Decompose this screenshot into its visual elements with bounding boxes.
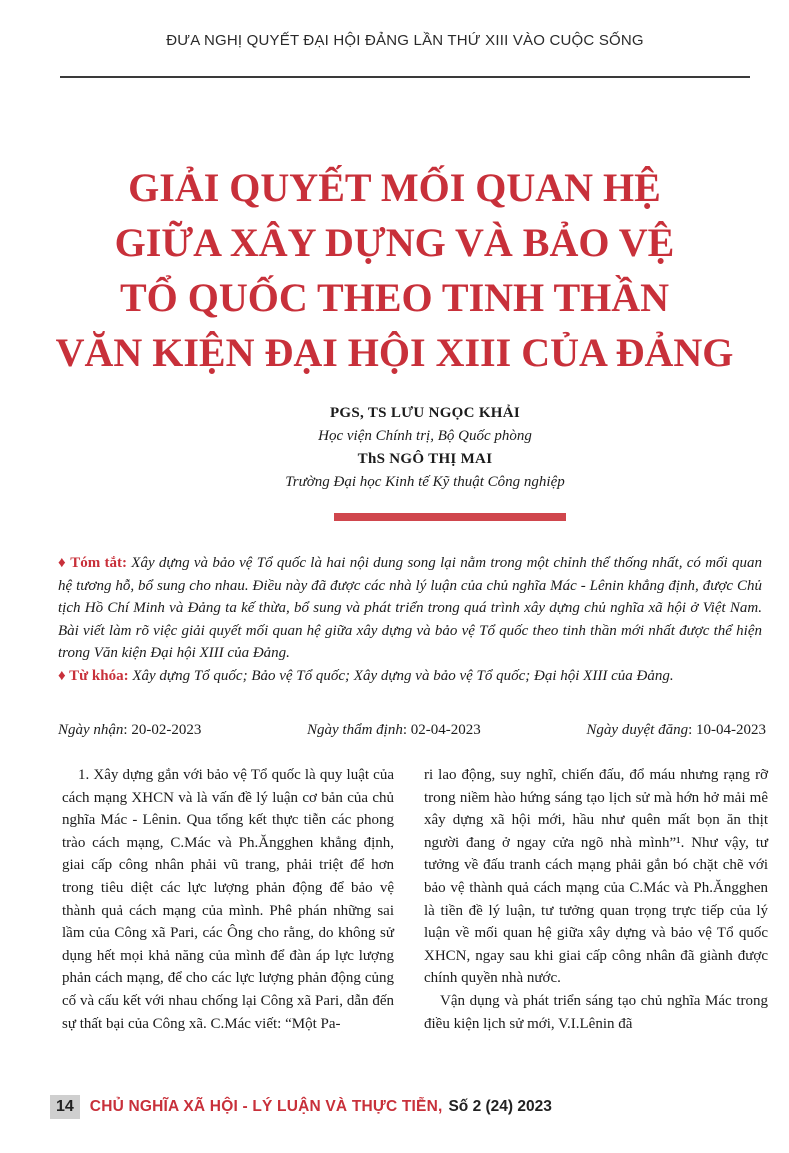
section-divider	[334, 513, 566, 521]
journal-name: CHỦ NGHĨA XÃ HỘI - LÝ LUẬN VÀ THỰC TIỄN,	[89, 1098, 443, 1115]
dates-row	[58, 722, 766, 739]
abstract	[58, 552, 762, 665]
author-name: PGS, TS LƯU NGỌC KHẢI	[329, 405, 521, 421]
reviewed-value: : 02-04-2023	[402, 722, 481, 738]
keywords-label: ♦ Từ khóa:	[58, 667, 129, 684]
approved-value: : 10-04-2023	[688, 722, 766, 738]
body-column-left	[62, 764, 394, 1035]
page-number: 14	[50, 1095, 80, 1119]
approved-label: Ngày duyệt đăng	[586, 722, 689, 738]
approved-date	[586, 722, 766, 739]
received-date	[58, 722, 201, 739]
title-line: VĂN KIỆN ĐẠI HỘI XIII CỦA ĐẢNG	[55, 330, 734, 375]
title-line: GIỮA XÂY DỰNG VÀ BẢO VỆ	[114, 220, 675, 265]
page-footer	[50, 1090, 750, 1124]
author-block	[200, 402, 650, 494]
abstract-text: Xây dựng và bảo vệ Tổ quốc là hai nội dung song lại nằm trong một chỉnh thể thống nhất, có mối quan hệ tương hỗ, bổ sung cho nhau. Điều này đã được các nhà lý luận của chủ nghĩa Mác - Lênin khẳng định, được Chủ tịch Hồ Chí Minh và Đảng ta kế thừa, bổ sung và phát triển trong quá trình xây dựng chủ nghĩa xã hội ở Việt Nam. Bài viết làm rõ việc giải quyết mối quan hệ giữa xây dựng và bảo vệ Tổ quốc theo tinh thần mới nhất được thể hiện trong Văn kiện Đại hội XIII của Đảng.	[58, 555, 763, 661]
running-header	[60, 12, 750, 78]
received-value: : 20-02-2023	[123, 722, 202, 738]
abstract-label: ♦ Tóm tắt:	[58, 555, 127, 571]
reviewed-label: Ngày thẩm định	[307, 722, 403, 738]
body-paragraph: Vận dụng và phát triển sáng tạo chủ nghĩa Mác trong điều kiện lịch sử mới, V.I.Lênin đã	[424, 992, 768, 1032]
keywords	[58, 665, 762, 688]
body-column-right	[424, 764, 768, 1035]
title-line: GIẢI QUYẾT MỐI QUAN HỆ	[128, 165, 661, 210]
received-label: Ngày nhận	[58, 722, 124, 738]
reviewed-date	[307, 722, 481, 739]
body-paragraph: 1. Xây dựng gắn với bảo vệ Tổ quốc là quy luật của cách mạng XHCN và là vấn đề lý luận cơ bản của chủ nghĩa Mác - Lênin. Qua tổng kết thực tiễn các phong trào cách mạng, C.Mác và Ph.Ăngghen khẳng định, giai cấp công nhân phải vũ trang, phải triệt để hơn trong tiêu diệt các lực lượng phản động để bảo vệ thành quả cách mạng của mình. Phê phán những sai lầm của Công xã Pari, các Ông cho rằng, do không sử dụng hết mọi khả năng của mình để đàn áp lực lượng phản cách mạng, để cho các lực lượng phản động củng cố và cấu kết với nhau chống lại Công xã Pari, dẫn đến sự thất bại của Công xã. C.Mác viết: “Một Pa-	[62, 767, 394, 1032]
article-title	[40, 160, 749, 380]
running-header-text: ĐƯA NGHỊ QUYẾT ĐẠI HỘI ĐẢNG LẦN THỨ XIII VÀO CUỘC SỐNG	[166, 32, 644, 49]
abstract-block	[58, 552, 762, 687]
author-affiliation: Trường Đại học Kinh tế Kỹ thuật Công nghiệp	[285, 474, 565, 490]
journal-issue: Số 2 (24) 2023	[448, 1098, 552, 1115]
keywords-text: Xây dựng Tổ quốc; Bảo vệ Tổ quốc; Xây dựng và bảo vệ Tổ quốc; Đại hội XIII của Đảng.	[132, 667, 674, 684]
author-affiliation: Học viện Chính trị, Bộ Quốc phòng	[318, 428, 532, 444]
title-line: TỔ QUỐC THEO TINH THẦN	[119, 275, 670, 320]
author-name: ThS NGÔ THỊ MAI	[357, 451, 493, 467]
body-paragraph: ri lao động, suy nghĩ, chiến đấu, đổ máu nhưng rạng rỡ trong niềm hào hứng sáng tạo lịch sử mà hớn hở mải mê xây dựng xã hội mới, hầu như quên mất bọn ăn thịt người đang ở ngay cửa ngõ nhà mình”¹. Như vậy, tư tưởng về đấu tranh cách mạng phải gắn bó chặt chẽ với bảo vệ thành quả cách mạng của C.Mác và Ph.Ăngghen là tiền đề lý luận, tư tưởng quan trọng trực tiếp của lý luận về mối quan hệ giữa xây dựng và bảo vệ Tổ quốc XHCN, ngay sau khi giai cấp công nhân đã giành được chính quyền nhà nước.	[424, 767, 768, 987]
